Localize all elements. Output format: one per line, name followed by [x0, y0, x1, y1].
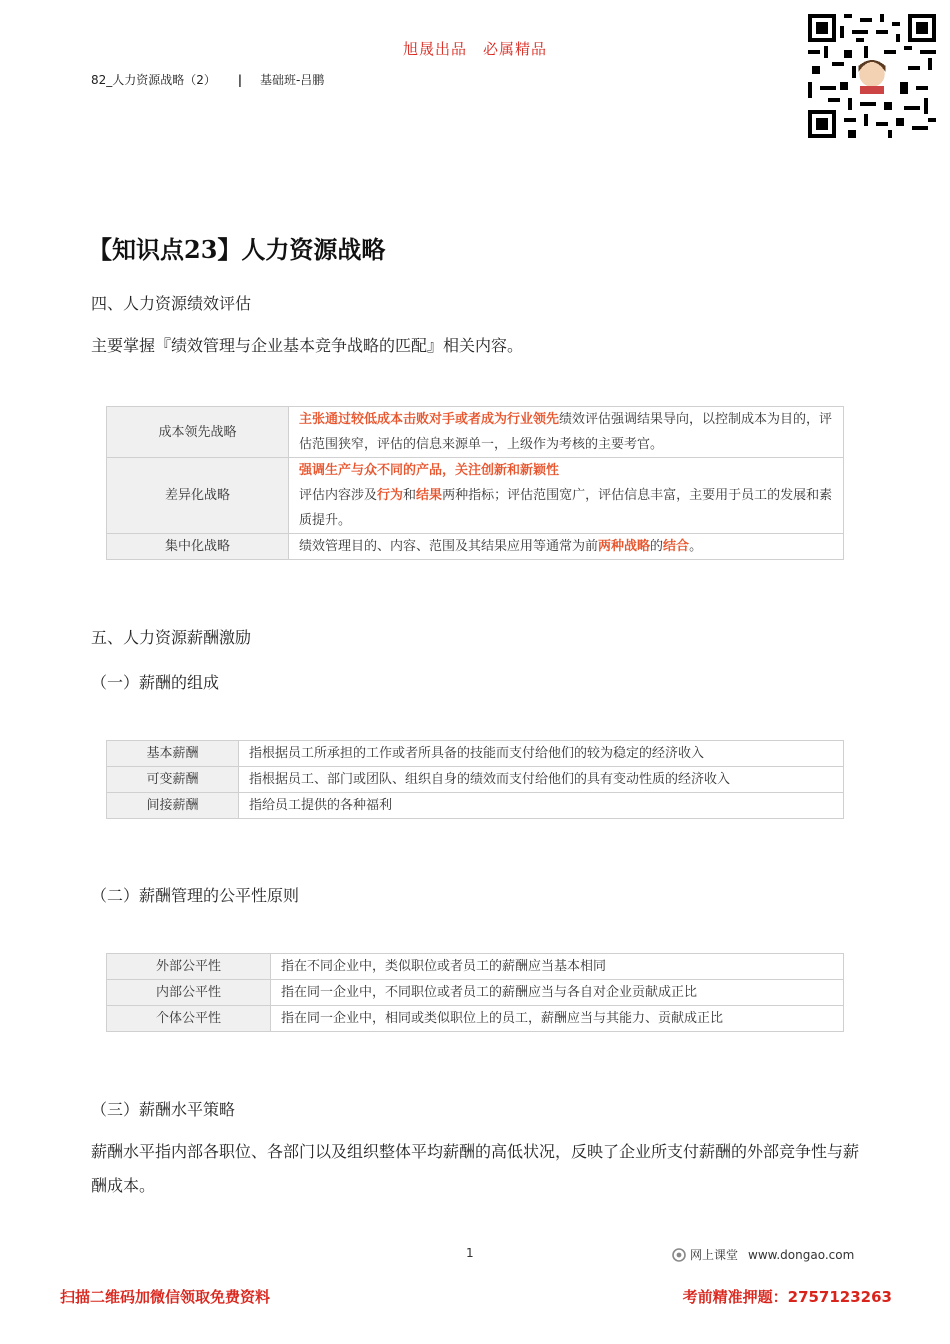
brand-site-link[interactable]: www.dongao.com [748, 1247, 855, 1262]
description-text: 绩效管理目的、内容、范围及其结果应用等通常为前 [299, 539, 599, 554]
fairness-label: 内部公平性 [107, 980, 271, 1006]
strategy-description [289, 534, 844, 560]
strategy-table [106, 406, 844, 560]
section-intro: 主要掌握『绩效管理与企业基本竞争战略的匹配』相关内容。 [91, 336, 524, 355]
subsection-heading-level: （三）薪酬水平策略 [91, 1100, 236, 1119]
strategy-description [289, 407, 844, 458]
page-number: 1 [466, 1246, 474, 1260]
subsection-heading-composition: （一）薪酬的组成 [91, 673, 220, 692]
table-row [107, 1006, 844, 1032]
breadcrumb-separator: | [237, 73, 243, 87]
promo-right: 考前精准押题：2757123263 [682, 1288, 892, 1306]
description-text: 绩效评估强调结果导向，以控制成本为目的，评估范围狭窄，评估的信息来源单一，上级作为考核的主要考官。 [299, 412, 833, 452]
highlight-text: 两种战略 [598, 539, 651, 554]
compensation-value: 指根据员工所承担的工作或者所具备的技能而支付给他们的较为稳定的经济收入 [239, 741, 844, 767]
table-row [107, 980, 844, 1006]
compensation-label: 间接薪酬 [107, 793, 239, 819]
compensation-table [106, 740, 844, 819]
compensation-value: 指给员工提供的各种福利 [239, 793, 844, 819]
table-row [107, 458, 844, 534]
description-text: 的 [650, 539, 664, 554]
fairness-value: 指在不同企业中，类似职位或者员工的薪酬应当基本相同 [271, 954, 844, 980]
strategy-label: 差异化战略 [107, 458, 289, 534]
table-row [107, 767, 844, 793]
strategy-label: 成本领先战略 [107, 407, 289, 458]
table-row [107, 954, 844, 980]
compensation-label: 可变薪酬 [107, 767, 239, 793]
table-row [107, 741, 844, 767]
fairness-table [106, 953, 844, 1032]
description-text: 和 [403, 488, 417, 503]
section-heading-compensation: 五、人力资源薪酬激励 [91, 628, 252, 647]
fairness-label: 外部公平性 [107, 954, 271, 980]
fairness-value: 指在同一企业中，相同或类似职位上的员工，薪酬应当与其能力、贡献成正比 [271, 1006, 844, 1032]
promo-left: 扫描二维码加微信领取免费资料 [60, 1288, 271, 1306]
brand-name: 网上课堂 [690, 1248, 739, 1262]
table-row [107, 407, 844, 458]
class-name: 基础班-吕鹏 [259, 73, 325, 87]
description-text: 两种指标；评估范围宽广，评估信息丰富，主要用于员工的发展和素质提升。 [299, 488, 833, 528]
fairness-label: 个体公平性 [107, 1006, 271, 1032]
banner-slogan: 旭晟出品 必属精品 [402, 40, 547, 58]
description-text: 。 [689, 539, 703, 554]
breadcrumb [91, 71, 324, 88]
description-text: 评估内容涉及 [299, 488, 378, 503]
fairness-value: 指在同一企业中，不同职位或者员工的薪酬应当与各自对企业贡献成正比 [271, 980, 844, 1006]
brand-logo-icon [672, 1248, 686, 1262]
page-title: 【知识点23】人力资源战略 [88, 235, 386, 264]
table-row [107, 534, 844, 560]
footer-brand[interactable] [672, 1246, 854, 1263]
compensation-value: 指根据员工、部门或团队、组织自身的绩效而支付给他们的具有变动性质的经济收入 [239, 767, 844, 793]
level-paragraph: 薪酬水平指内部各职位、各部门以及组织整体平均薪酬的高低状况，反映了企业所支付薪酬的外部竞争性与薪酬成本。 [91, 1142, 860, 1195]
compensation-label: 基本薪酬 [107, 741, 239, 767]
subsection-heading-fairness: （二）薪酬管理的公平性原则 [91, 886, 300, 905]
highlight-text: 结果 [416, 488, 443, 503]
strategy-description [289, 458, 844, 534]
qr-code-icon [808, 14, 936, 138]
section-heading-performance: 四、人力资源绩效评估 [91, 294, 252, 313]
highlight-text: 结合 [663, 539, 690, 554]
table-row [107, 793, 844, 819]
course-title: 82_人力资源战略（2） [91, 73, 216, 87]
highlight-text: 行为 [377, 488, 404, 503]
highlight-text: 强调生产与众不同的产品，关注创新和新颖性 [299, 463, 560, 478]
highlight-text: 主张通过较低成本击败对手或者成为行业领先 [299, 412, 560, 427]
strategy-label: 集中化战略 [107, 534, 289, 560]
